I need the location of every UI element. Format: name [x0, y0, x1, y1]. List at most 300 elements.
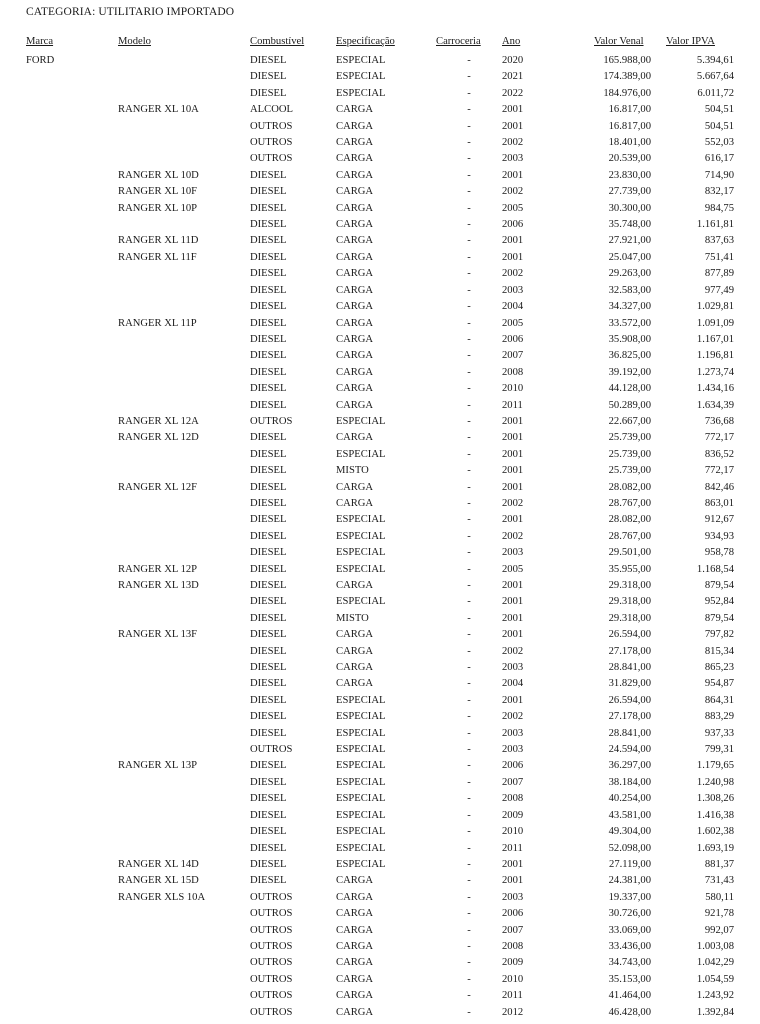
cell-ano: 2010: [502, 973, 524, 985]
cell-valor-venal: 36.825,00: [608, 350, 651, 362]
cell-valor-ipva: 5.394,61: [696, 55, 734, 66]
cell-valor-ipva: 1.167,01: [696, 333, 734, 345]
row-spacer: [734, 693, 760, 709]
cell-combustivel: DIESEL: [250, 776, 287, 788]
cell-valor-ipva: 5.667,64: [696, 71, 734, 83]
cell-modelo: [118, 151, 250, 167]
cell-marca: [0, 923, 118, 939]
cell-valor-venal: 25.739,00: [608, 448, 651, 460]
cell-carroceria: -: [467, 858, 471, 870]
cell-carroceria: -: [467, 990, 471, 1002]
cell-combustivel: DIESEL: [250, 448, 287, 460]
cell-valor-venal: 27.921,00: [608, 235, 651, 247]
cell-marca: [0, 184, 118, 200]
row-spacer: [734, 939, 760, 955]
cell-especificacao: CARGA: [336, 432, 374, 444]
cell-marca: [0, 151, 118, 167]
cell-carroceria: -: [467, 580, 471, 591]
row-spacer: [734, 398, 760, 414]
cell-ano: 2003: [502, 891, 524, 903]
row-spacer: [734, 1005, 760, 1021]
cell-especificacao: CARGA: [336, 399, 374, 411]
cell-combustivel: DIESEL: [250, 55, 287, 66]
cell-valor-venal: 26.594,00: [608, 694, 651, 706]
cell-carroceria: -: [467, 662, 471, 674]
cell-ano: 2022: [502, 87, 524, 99]
cell-marca: [0, 512, 118, 528]
cell-marca: [0, 906, 118, 922]
cell-ano: 2001: [502, 858, 524, 870]
row-spacer: [734, 283, 760, 299]
cell-especificacao: CARGA: [336, 186, 374, 198]
cell-ano: 2002: [502, 186, 524, 198]
table-row: [0, 824, 760, 840]
cell-especificacao: CARGA: [336, 990, 374, 1002]
table-row: [0, 611, 760, 627]
row-spacer: [734, 430, 760, 446]
cell-valor-ipva: 580,11: [705, 891, 734, 903]
cell-modelo: [118, 972, 250, 988]
cell-ano: 2005: [502, 202, 524, 214]
cell-ano: 2002: [502, 530, 524, 542]
cell-valor-venal: 28.082,00: [608, 514, 651, 526]
cell-combustivel: OUTROS: [250, 120, 293, 132]
cell-combustivel: DIESEL: [250, 202, 287, 214]
cell-ano: 2002: [502, 497, 524, 509]
cell-marca: [0, 233, 118, 249]
table-row: [0, 217, 760, 233]
cell-ano: 2008: [502, 366, 524, 378]
cell-especificacao: CARGA: [336, 137, 374, 149]
cell-valor-ipva: 934,93: [704, 530, 734, 542]
cell-combustivel: DIESEL: [250, 219, 287, 231]
cell-valor-ipva: 879,54: [704, 580, 734, 591]
cell-marca: [0, 69, 118, 85]
cell-especificacao: ESPECIAL: [336, 530, 386, 542]
cell-modelo: [118, 742, 250, 758]
cell-ano: 2012: [502, 1006, 524, 1018]
cell-modelo: RANGER XL 14D: [118, 858, 199, 870]
cell-valor-ipva: 1.179,65: [696, 760, 734, 772]
cell-especificacao: ESPECIAL: [336, 858, 386, 870]
cell-ano: 2001: [502, 612, 524, 624]
cell-carroceria: -: [467, 940, 471, 952]
cell-modelo: [118, 1005, 250, 1021]
row-spacer: [734, 660, 760, 676]
cell-especificacao: CARGA: [336, 973, 374, 985]
cell-valor-venal: 29.318,00: [608, 580, 651, 591]
table-row: [0, 102, 760, 118]
cell-valor-ipva: 1.029,81: [696, 301, 734, 313]
cell-ano: 2006: [502, 219, 524, 231]
cell-valor-venal: 25.739,00: [608, 465, 651, 477]
cell-combustivel: DIESEL: [250, 284, 287, 296]
cell-carroceria: -: [467, 678, 471, 690]
table-row: [0, 316, 760, 332]
cell-especificacao: CARGA: [336, 891, 374, 903]
cell-especificacao: CARGA: [336, 284, 374, 296]
cell-marca: [0, 266, 118, 282]
cell-especificacao: CARGA: [336, 908, 374, 920]
cell-combustivel: DIESEL: [250, 186, 287, 198]
cell-especificacao: MISTO: [336, 465, 369, 477]
cell-modelo: [118, 676, 250, 692]
cell-valor-ipva: 1.042,29: [696, 957, 734, 969]
table-row: [0, 758, 760, 774]
cell-ano: 2001: [502, 432, 524, 444]
table-header-row: [0, 33, 760, 51]
table-row: [0, 972, 760, 988]
cell-modelo: [118, 119, 250, 135]
cell-combustivel: DIESEL: [250, 793, 287, 805]
cell-marca: [0, 365, 118, 381]
cell-marca: [0, 857, 118, 873]
cell-carroceria: -: [467, 481, 471, 493]
cell-carroceria: -: [467, 563, 471, 575]
cell-ano: 2001: [502, 481, 524, 493]
cell-carroceria: -: [467, 694, 471, 706]
cell-combustivel: DIESEL: [250, 678, 287, 690]
cell-combustivel: OUTROS: [250, 891, 293, 903]
cell-combustivel: DIESEL: [250, 842, 287, 854]
cell-ano: 2002: [502, 268, 524, 280]
cell-marca: [0, 250, 118, 266]
cell-valor-ipva: 1.693,19: [696, 842, 734, 854]
cell-combustivel: DIESEL: [250, 366, 287, 378]
cell-marca: [0, 955, 118, 971]
cell-valor-venal: 28.841,00: [608, 727, 651, 739]
cell-marca: [0, 283, 118, 299]
cell-valor-ipva: 772,17: [704, 465, 734, 477]
cell-valor-ipva: 832,17: [704, 186, 734, 198]
cell-combustivel: OUTROS: [250, 908, 293, 920]
table-row: [0, 857, 760, 873]
cell-combustivel: OUTROS: [250, 1006, 293, 1018]
cell-carroceria: -: [467, 251, 471, 263]
cell-modelo: RANGER XL 13P: [118, 760, 198, 772]
cell-marca: [0, 135, 118, 151]
cell-valor-ipva: 616,17: [704, 153, 734, 165]
cell-combustivel: DIESEL: [250, 432, 287, 444]
table-row: [0, 266, 760, 282]
cell-especificacao: CARGA: [336, 875, 374, 887]
cell-marca: [0, 217, 118, 233]
cell-carroceria: -: [467, 875, 471, 887]
table-row: [0, 381, 760, 397]
cell-carroceria: -: [467, 104, 471, 116]
cell-marca: [0, 660, 118, 676]
cell-especificacao: ESPECIAL: [336, 711, 386, 723]
cell-especificacao: ESPECIAL: [336, 547, 386, 559]
row-spacer: [734, 791, 760, 807]
cell-valor-venal: 28.082,00: [608, 481, 651, 493]
table-row: [0, 791, 760, 807]
cell-especificacao: ESPECIAL: [336, 514, 386, 526]
cell-ano: 2001: [502, 169, 524, 181]
cell-valor-venal: 28.841,00: [608, 662, 651, 674]
cell-carroceria: -: [467, 973, 471, 985]
cell-modelo: [118, 841, 250, 857]
table-row: [0, 627, 760, 643]
cell-modelo: RANGER XL 10P: [118, 202, 198, 214]
table-row: [0, 644, 760, 660]
table-row: [0, 726, 760, 742]
cell-ano: 2001: [502, 448, 524, 460]
cell-ano: 2007: [502, 924, 524, 936]
cell-valor-venal: 25.739,00: [608, 432, 651, 444]
cell-valor-ipva: 1.091,09: [696, 317, 734, 329]
cell-ano: 2002: [502, 137, 524, 149]
cell-modelo: [118, 217, 250, 233]
cell-valor-venal: 50.289,00: [608, 399, 651, 411]
cell-carroceria: -: [467, 645, 471, 657]
cell-modelo: RANGER XL 12P: [118, 563, 198, 575]
cell-valor-venal: 34.327,00: [608, 301, 651, 313]
cell-combustivel: DIESEL: [250, 383, 287, 395]
cell-carroceria: -: [467, 317, 471, 329]
cell-valor-venal: 28.767,00: [608, 530, 651, 542]
table-row: [0, 808, 760, 824]
cell-marca: [0, 496, 118, 512]
cell-marca: [0, 873, 118, 889]
cell-combustivel: DIESEL: [250, 596, 287, 608]
cell-valor-venal: 33.436,00: [608, 940, 651, 952]
cell-especificacao: CARGA: [336, 924, 374, 936]
cell-carroceria: -: [467, 629, 471, 641]
cell-ano: 2001: [502, 514, 524, 526]
cell-valor-venal: 29.263,00: [608, 268, 651, 280]
cell-especificacao: CARGA: [336, 662, 374, 674]
cell-ano: 2007: [502, 350, 524, 362]
table-row: [0, 430, 760, 446]
cell-valor-venal: 30.726,00: [608, 908, 651, 920]
cell-modelo: RANGER XL 11P: [118, 317, 197, 329]
table-row: [0, 447, 760, 463]
cell-ano: 2004: [502, 301, 524, 313]
cell-valor-venal: 23.830,00: [608, 169, 651, 181]
cell-carroceria: -: [467, 760, 471, 772]
cell-especificacao: CARGA: [336, 481, 374, 493]
cell-modelo: [118, 69, 250, 85]
table-row: [0, 906, 760, 922]
cell-ano: 2001: [502, 104, 524, 116]
cell-combustivel: ALCOOL: [250, 104, 293, 116]
cell-especificacao: CARGA: [336, 202, 374, 214]
cell-ano: 2011: [502, 842, 523, 854]
cell-especificacao: CARGA: [336, 366, 374, 378]
cell-especificacao: ESPECIAL: [336, 563, 386, 575]
cell-marca: [0, 644, 118, 660]
cell-valor-venal: 27.178,00: [608, 711, 651, 723]
header-especificacao: Especificação: [336, 36, 395, 47]
cell-especificacao: ESPECIAL: [336, 760, 386, 772]
cell-modelo: RANGER XL 10F: [118, 186, 198, 198]
cell-combustivel: OUTROS: [250, 137, 293, 149]
row-spacer: [734, 742, 760, 758]
table-row: [0, 873, 760, 889]
cell-valor-ipva: 1.243,92: [696, 990, 734, 1002]
cell-marca: [0, 102, 118, 118]
row-spacer: [734, 890, 760, 906]
cell-marca: [0, 316, 118, 332]
table-row: [0, 151, 760, 167]
cell-valor-ipva: 751,41: [704, 251, 734, 263]
cell-marca: [0, 545, 118, 561]
cell-valor-ipva: 881,37: [704, 858, 734, 870]
cell-combustivel: DIESEL: [250, 563, 287, 575]
cell-carroceria: -: [467, 744, 471, 756]
cell-ano: 2009: [502, 957, 524, 969]
cell-especificacao: ESPECIAL: [336, 55, 386, 66]
cell-combustivel: DIESEL: [250, 251, 287, 263]
row-spacer: [734, 217, 760, 233]
cell-ano: 2001: [502, 465, 524, 477]
cell-valor-venal: 27.739,00: [608, 186, 651, 198]
table-row: [0, 1005, 760, 1021]
row-spacer: [734, 69, 760, 85]
cell-modelo: [118, 808, 250, 824]
cell-combustivel: DIESEL: [250, 497, 287, 509]
cell-combustivel: DIESEL: [250, 350, 287, 362]
cell-carroceria: -: [467, 366, 471, 378]
cell-modelo: [118, 709, 250, 725]
cell-especificacao: CARGA: [336, 645, 374, 657]
table-row: [0, 332, 760, 348]
row-spacer: [734, 135, 760, 151]
cell-carroceria: -: [467, 727, 471, 739]
cell-ano: 2001: [502, 235, 524, 247]
row-spacer: [734, 233, 760, 249]
cell-combustivel: OUTROS: [250, 957, 293, 969]
row-spacer: [734, 381, 760, 397]
cell-valor-ipva: 1.602,38: [696, 826, 734, 838]
cell-marca: [0, 119, 118, 135]
cell-valor-ipva: 952,84: [704, 596, 734, 608]
table-row: [0, 398, 760, 414]
cell-especificacao: CARGA: [336, 629, 374, 641]
cell-especificacao: ESPECIAL: [336, 71, 386, 83]
cell-modelo: RANGER XL 13F: [118, 629, 198, 641]
cell-modelo: RANGER XL 10D: [118, 169, 199, 181]
cell-valor-ipva: 864,31: [704, 694, 734, 706]
cell-combustivel: DIESEL: [250, 809, 287, 821]
cell-ano: 2006: [502, 908, 524, 920]
row-spacer: [734, 923, 760, 939]
row-spacer: [734, 299, 760, 315]
cell-modelo: [118, 988, 250, 1004]
row-spacer: [734, 545, 760, 561]
cell-ano: 2005: [502, 317, 524, 329]
cell-especificacao: CARGA: [336, 153, 374, 165]
cell-modelo: RANGER XL 11F: [118, 251, 197, 263]
cell-valor-venal: 33.069,00: [608, 924, 651, 936]
table-row: [0, 51, 760, 69]
header-valor-ipva: Valor IPVA: [666, 36, 715, 47]
cell-combustivel: DIESEL: [250, 301, 287, 313]
cell-especificacao: ESPECIAL: [336, 448, 386, 460]
cell-carroceria: -: [467, 219, 471, 231]
cell-carroceria: -: [467, 448, 471, 460]
cell-ano: 2009: [502, 809, 524, 821]
cell-valor-venal: 52.098,00: [608, 842, 651, 854]
cell-modelo: RANGER XL 15D: [118, 875, 199, 887]
cell-modelo: [118, 529, 250, 545]
cell-valor-ipva: 815,34: [704, 645, 734, 657]
cell-combustivel: OUTROS: [250, 973, 293, 985]
cell-valor-ipva: 1.196,81: [696, 350, 734, 362]
cell-combustivel: DIESEL: [250, 727, 287, 739]
cell-carroceria: -: [467, 1006, 471, 1018]
table-row: [0, 184, 760, 200]
cell-valor-venal: 19.337,00: [608, 891, 651, 903]
row-spacer: [734, 512, 760, 528]
cell-valor-venal: 40.254,00: [608, 793, 651, 805]
cell-valor-ipva: 1.273,74: [696, 366, 734, 378]
cell-modelo: [118, 283, 250, 299]
cell-combustivel: OUTROS: [250, 940, 293, 952]
cell-ano: 2006: [502, 333, 524, 345]
cell-ano: 2010: [502, 383, 524, 395]
cell-marca: [0, 447, 118, 463]
cell-ano: 2003: [502, 547, 524, 559]
cell-combustivel: DIESEL: [250, 662, 287, 674]
cell-valor-venal: 46.428,00: [608, 1006, 651, 1018]
cell-modelo: [118, 348, 250, 364]
cell-modelo: [118, 906, 250, 922]
row-spacer: [734, 332, 760, 348]
row-spacer: [734, 316, 760, 332]
cell-marca: [0, 824, 118, 840]
cell-marca: [0, 348, 118, 364]
cell-combustivel: OUTROS: [250, 744, 293, 756]
cell-combustivel: DIESEL: [250, 169, 287, 181]
cell-marca: [0, 578, 118, 594]
cell-ano: 2001: [502, 596, 524, 608]
header-modelo: Modelo: [118, 36, 151, 47]
header-ano: Ano: [502, 36, 521, 47]
cell-carroceria: -: [467, 333, 471, 345]
cell-marca: [0, 201, 118, 217]
cell-carroceria: -: [467, 350, 471, 362]
cell-combustivel: DIESEL: [250, 530, 287, 542]
cell-marca: [0, 939, 118, 955]
cell-valor-venal: 39.192,00: [608, 366, 651, 378]
cell-carroceria: -: [467, 924, 471, 936]
cell-valor-ipva: 977,49: [704, 284, 734, 296]
cell-modelo: [118, 398, 250, 414]
cell-valor-venal: 29.501,00: [608, 547, 651, 559]
cell-combustivel: DIESEL: [250, 333, 287, 345]
cell-especificacao: ESPECIAL: [336, 809, 386, 821]
cell-combustivel: DIESEL: [250, 826, 287, 838]
table-row: [0, 86, 760, 102]
cell-carroceria: -: [467, 776, 471, 788]
cell-combustivel: DIESEL: [250, 465, 287, 477]
cell-modelo: [118, 512, 250, 528]
cell-valor-ipva: 799,31: [704, 744, 734, 756]
cell-ano: 2002: [502, 645, 524, 657]
cell-especificacao: ESPECIAL: [336, 694, 386, 706]
cell-ano: 2001: [502, 875, 524, 887]
cell-especificacao: ESPECIAL: [336, 87, 386, 99]
cell-modelo: [118, 726, 250, 742]
row-spacer: [734, 447, 760, 463]
cell-modelo: [118, 365, 250, 381]
table-row: [0, 709, 760, 725]
cell-modelo: [118, 644, 250, 660]
cell-marca: [0, 611, 118, 627]
cell-marca: [0, 1005, 118, 1021]
